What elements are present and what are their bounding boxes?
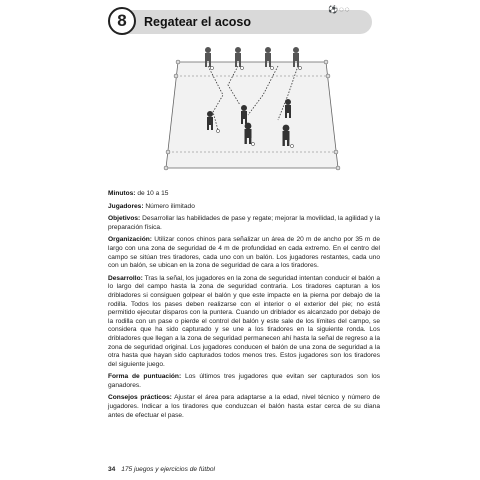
text-development: Tras la señal, los jugadores en la zona de seguridad intentan conducir el balón a lo largo del campo hasta la zona de seguridad contraria. Los tiradores capturan a los dribladores si consiguen golpear el balón y que este impacte en la pierna por debajo de la rodilla. Todos los pases deben realizarse con el interior o el exterior del pie; no está permitido ejecutar disparos con la puntera. Cuando un driblador es alcanzado por debajo de la rodilla con un pase o pierde el control del balón y este sale de los límites del campo, se considera que ha sido capturado y se une a los tiradores en la siguiente ronda. Los dribladores que llegan a la zona de seguridad permanecen ahí hasta la señal de regreso a la zona de seguridad original. Los jugadores conducen el balón de una zona de seguridad a la otra hasta que hayan sido capturados todos menos tres. Estos jugadores son los tiradores del siguiente juego.	[108, 274, 380, 368]
exercise-header	[108, 7, 374, 35]
text-scoring: Los últimos tres jugadores que evitan ser capturados son los ganadores.	[108, 373, 380, 389]
label-scoring: Forma de puntuación:	[108, 373, 182, 381]
exercise-number: 8	[108, 7, 136, 35]
section-tips	[108, 394, 380, 420]
book-title: 175 juegos y ejercicios de fútbol	[121, 466, 216, 473]
soccer-balls-icon: ⚽◌◌	[328, 5, 351, 14]
text-players: Número ilimitado	[145, 202, 195, 210]
section-minutes	[108, 190, 380, 199]
section-development	[108, 275, 380, 370]
field-diagram	[148, 40, 356, 188]
label-objectives: Objetivos:	[108, 215, 141, 223]
section-scoring	[108, 373, 380, 390]
exercise-content	[108, 190, 380, 424]
page-footer	[108, 466, 215, 473]
text-organization: Utilizar conos chinos para señalizar un área de 20 m de ancho por 35 m de largo con una zona de seguridad de 4 m de profundidad en cada extremo. En el centro del campo se sitúan tres tiradores, cada uno con un balón. Los jugadores restantes, cada uno con un balón, se ubican en la zona de seguridad de cara a los tiradores.	[108, 236, 380, 270]
label-organization: Organización:	[108, 236, 152, 244]
label-players: Jugadores:	[108, 202, 144, 210]
exercise-title: Regatear el acoso	[144, 15, 251, 29]
label-development: Desarrollo:	[108, 274, 143, 282]
section-organization	[108, 236, 380, 270]
text-tips: Ajustar el área para adaptarse a la edad, nivel técnico y número de jugadores. Indicar a los tiradores que conduzcan el balón hasta estar cerca de su diana antes de efectuar el pase.	[108, 394, 381, 419]
page-number: 34	[108, 466, 116, 473]
text-minutes: de 10 a 15	[137, 190, 169, 197]
label-minutes: Minutos:	[108, 190, 136, 197]
section-objectives	[108, 215, 380, 232]
section-players	[108, 203, 380, 212]
label-tips: Consejos prácticos:	[108, 394, 172, 402]
text-objectives: Desarrollar las habilidades de pase y regate; mejorar la movilidad, la agilidad y la preparación física.	[108, 215, 380, 231]
